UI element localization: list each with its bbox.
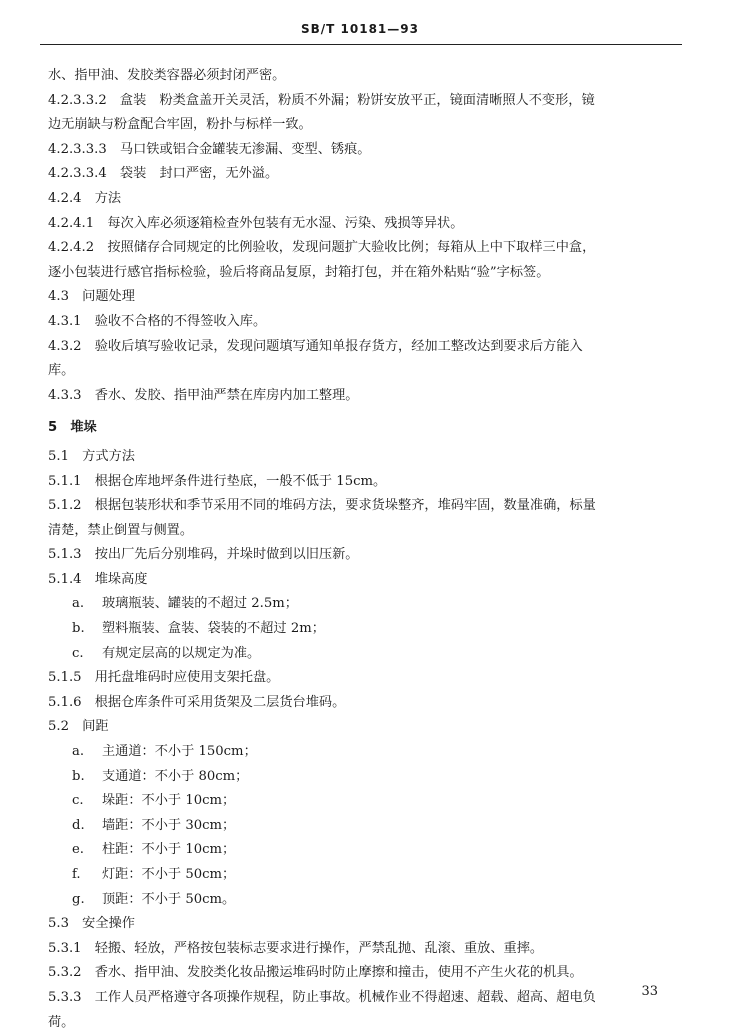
list-item-label: e. xyxy=(72,842,84,858)
text-line: 5.1.3 按出厂先后分别堆码，并垛时做到以旧压新。 xyxy=(48,547,359,563)
list-item xyxy=(48,888,678,913)
text-line: 5.1.2 根据包装形状和季节采用不同的堆码方法，要求货垛整齐，堆码牢固，数量准确，标量 xyxy=(48,498,596,514)
text-line: 边无崩缺与粉盒配合牢固，粉扑与标样一致。 xyxy=(48,117,312,133)
list-item xyxy=(48,789,678,814)
list-item xyxy=(48,765,678,790)
list-item-label: c. xyxy=(72,645,84,661)
text-line: 5.3.1 轻搬、轻放，严格按包装标志要求进行操作，严禁乱抛、乱滚、重放、重摔。 xyxy=(48,940,544,956)
clause-heading: 5.2 间距 xyxy=(48,719,109,735)
text-line: 4.2.3.3.2 盒装 粉类盒盖开关灵活，粉质不外漏；粉饼安放平正，镜面清晰照人不变形，镜 xyxy=(48,92,595,108)
list-item-label: a. xyxy=(72,596,85,612)
list-item-text: 有规定层高的以规定为准。 xyxy=(102,645,261,661)
text-line: 5.3.3 工作人员严格遵守各项操作规程，防止事故。机械作业不得超速、超载、超高、超电负 xyxy=(48,989,596,1005)
list-item xyxy=(48,642,678,667)
list-item-text: 塑料瓶装、盒装、袋装的不超过 2m； xyxy=(102,621,325,637)
list-item-text: 主通道：不小于 150cm； xyxy=(102,744,257,760)
list-item xyxy=(48,740,678,765)
document-body xyxy=(48,64,678,1035)
list-item-label: f. xyxy=(72,867,81,882)
list-item-text: 灯距：不小于 50cm； xyxy=(102,867,236,882)
clause-heading: 5.1.4 堆垛高度 xyxy=(48,571,148,587)
list-item-text: 支通道：不小于 80cm； xyxy=(102,768,249,784)
text-line: 逐小包装进行感官指标检验，验后将商品复原，封箱打包，并在箱外粘贴“验”字标签。 xyxy=(48,264,550,280)
text-line: 4.3.3 香水、发胶、指甲油严禁在库房内加工整理。 xyxy=(48,387,359,403)
section-title: 5 堆垛 xyxy=(48,420,97,436)
text-line: 5.3.2 香水、指甲油、发胶类化妆品搬运堆码时防止摩擦和撞击，使用不产生火花的机具。 xyxy=(48,965,583,981)
list-item-label: b. xyxy=(72,768,85,784)
list-item xyxy=(48,592,678,617)
list-item-text: 墙距：不小于 30cm； xyxy=(102,817,236,833)
clause-heading: 5.1 方式方法 xyxy=(48,448,135,464)
list-item xyxy=(48,617,678,642)
text-line: 5.1.5 用托盘堆码时应使用支架托盘。 xyxy=(48,670,280,686)
clause-heading: 4.3 问题处理 xyxy=(48,289,135,305)
text-line: 库。 xyxy=(48,363,75,379)
text-line: 4.2.3.3.3 马口铁或铝合金罐装无渗漏、变型、锈痕。 xyxy=(48,141,371,157)
list-item-label: b. xyxy=(72,621,85,637)
clause-heading: 5.3 安全操作 xyxy=(48,916,135,932)
text-line: 水、指甲油、发胶类容器必须封闭严密。 xyxy=(48,68,286,83)
text-line: 5.1.6 根据仓库条件可采用货架及二层货台堆码。 xyxy=(48,694,346,710)
text-line: 荷。 xyxy=(48,1014,75,1030)
text-line: 4.2.4.1 每次入库必须逐箱检查外包装有无水湿、污染、残损等异状。 xyxy=(48,215,464,231)
list-item-label: c. xyxy=(72,793,84,809)
list-item xyxy=(48,863,678,888)
list-item-text: 顶距：不小于 50cm。 xyxy=(102,891,236,907)
text-line: 5.1.1 根据仓库地坪条件进行垫底，一般不低于 15cm。 xyxy=(48,473,387,489)
list-item-text: 垛距：不小于 10cm； xyxy=(102,793,236,809)
clause-heading: 4.2.4 方法 xyxy=(48,190,122,206)
list-item-text: 玻璃瓶装、罐装的不超过 2.5m； xyxy=(102,596,298,612)
page-header-code: SB/T 10181—93 xyxy=(301,22,419,36)
header-rule xyxy=(40,44,682,45)
text-line: 清楚，禁止倒置与侧置。 xyxy=(48,522,194,538)
list-item-text: 柱距：不小于 10cm； xyxy=(102,842,236,858)
text-line: 4.2.3.3.4 袋装 封口严密，无外溢。 xyxy=(48,166,279,182)
text-line: 4.2.4.2 按照储存合同规定的比例验收，发现问题扩大验收比例；每箱从上中下取样三中盒， xyxy=(48,240,596,256)
list-item xyxy=(48,838,678,863)
page-number: 33 xyxy=(641,984,658,999)
list-item-label: g. xyxy=(72,891,85,907)
list-item-label: a. xyxy=(72,744,85,760)
list-item-label: d. xyxy=(72,817,85,833)
list-item xyxy=(48,814,678,839)
text-line: 4.3.2 验收后填写验收记录，发现问题填写通知单报存货方，经加工整改达到要求后方能入 xyxy=(48,338,583,354)
text-line: 4.3.1 验收不合格的不得签收入库。 xyxy=(48,313,267,329)
